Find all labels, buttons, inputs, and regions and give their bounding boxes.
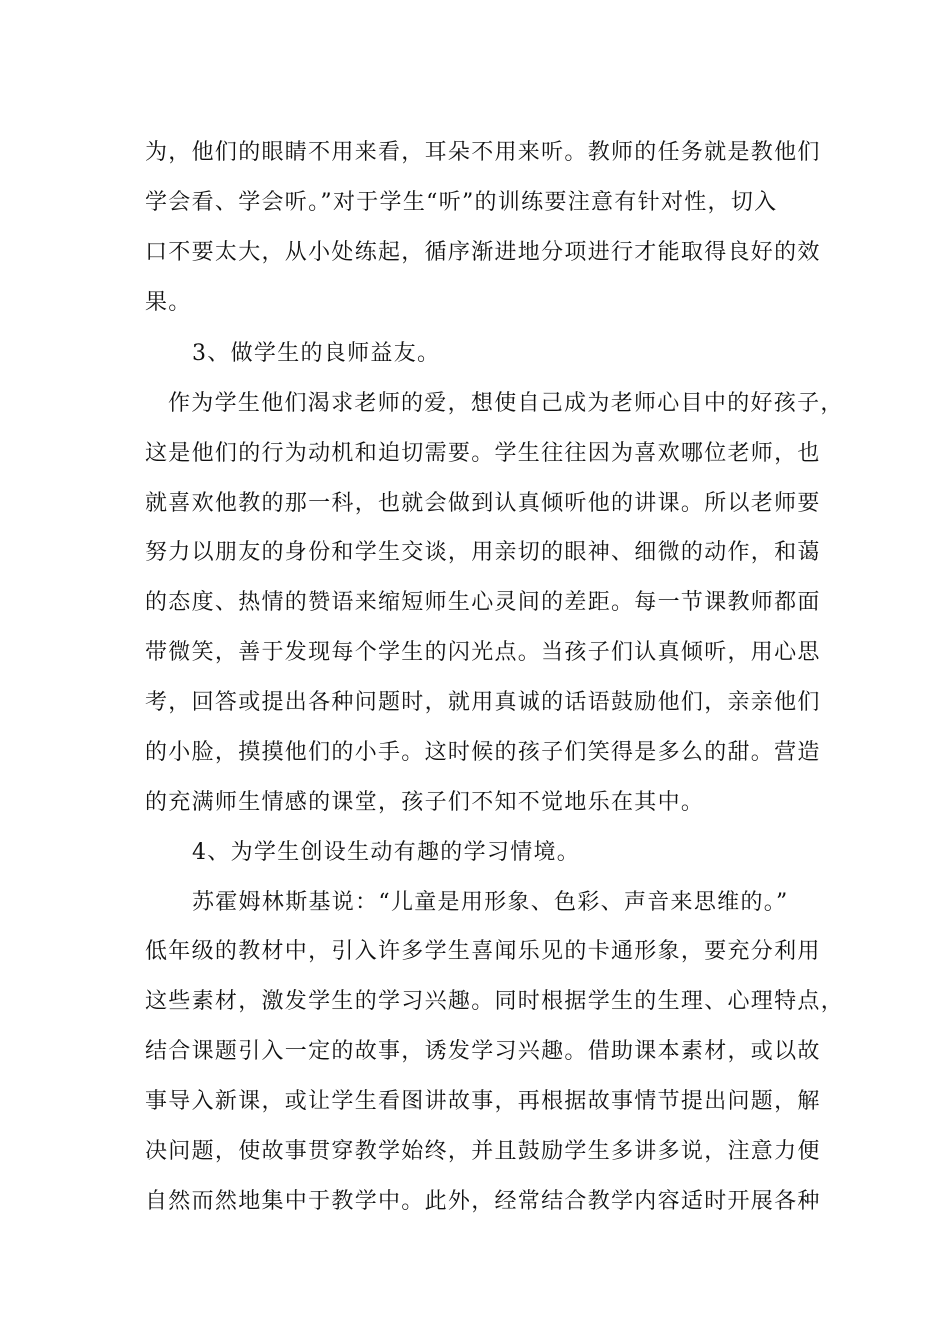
paragraph-start-line: 作为学生他们渴求老师的爱，想使自己成为老师心目中的好孩子， xyxy=(168,391,844,416)
text-line: 决问题，使故事贯穿教学始终，并且鼓励学生多讲多说，注意力便 xyxy=(145,1139,821,1164)
text-line: 结合课题引入一定的故事，诱发学习兴趣。借助课本素材，或以故 xyxy=(145,1039,821,1064)
text-line: 带微笑，善于发现每个学生的闪光点。当孩子们认真倾听，用心思 xyxy=(145,640,821,665)
text-line: 的小脸，摸摸他们的小手。这时候的孩子们笑得是多么的甜。营造 xyxy=(145,740,821,765)
section-heading: 3、做学生的良师益友。 xyxy=(192,341,441,366)
text-line: 学会看、学会听。”对于学生“听”的训练要注意有针对性，切入 xyxy=(145,190,778,215)
text-line: 努力以朋友的身份和学生交谈，用亲切的眼神、细微的动作，和蔼 xyxy=(145,540,821,565)
section-heading: 4、为学生创设生动有趣的学习情境。 xyxy=(192,840,581,865)
text-line: 低年级的教材中，引入许多学生喜闻乐见的卡通形象，要充分利用 xyxy=(145,939,821,964)
text-line: 事导入新课，或让学生看图讲故事，再根据故事情节提出问题，解 xyxy=(145,1089,821,1114)
text-line: 就喜欢他教的那一科，也就会做到认真倾听他的讲课。所以老师要 xyxy=(145,491,821,516)
text-line: 的充满师生情感的课堂，孩子们不知不觉地乐在其中。 xyxy=(145,790,705,815)
text-line: 这是他们的行为动机和迫切需要。学生往往因为喜欢哪位老师，也 xyxy=(145,441,821,466)
paragraph-start-line: 苏霍姆林斯基说：“儿童是用形象、色彩、声音来思维的。” xyxy=(192,890,789,915)
text-line: 的态度、热情的赞语来缩短师生心灵间的差距。每一节课教师都面 xyxy=(145,590,821,615)
text-line: 这些素材，激发学生的学习兴趣。同时根据学生的生理、心理特点， xyxy=(145,989,845,1014)
text-line: 自然而然地集中于教学中。此外，经常结合教学内容适时开展各种 xyxy=(145,1189,821,1214)
text-line: 为，他们的眼睛不用来看，耳朵不用来听。教师的任务就是教他们 xyxy=(145,140,821,165)
text-line: 果。 xyxy=(145,290,192,315)
text-line: 口不要太大，从小处练起，循序渐进地分项进行才能取得良好的效 xyxy=(145,240,821,265)
text-line: 考，回答或提出各种问题时，就用真诚的话语鼓励他们，亲亲他们 xyxy=(145,690,821,715)
